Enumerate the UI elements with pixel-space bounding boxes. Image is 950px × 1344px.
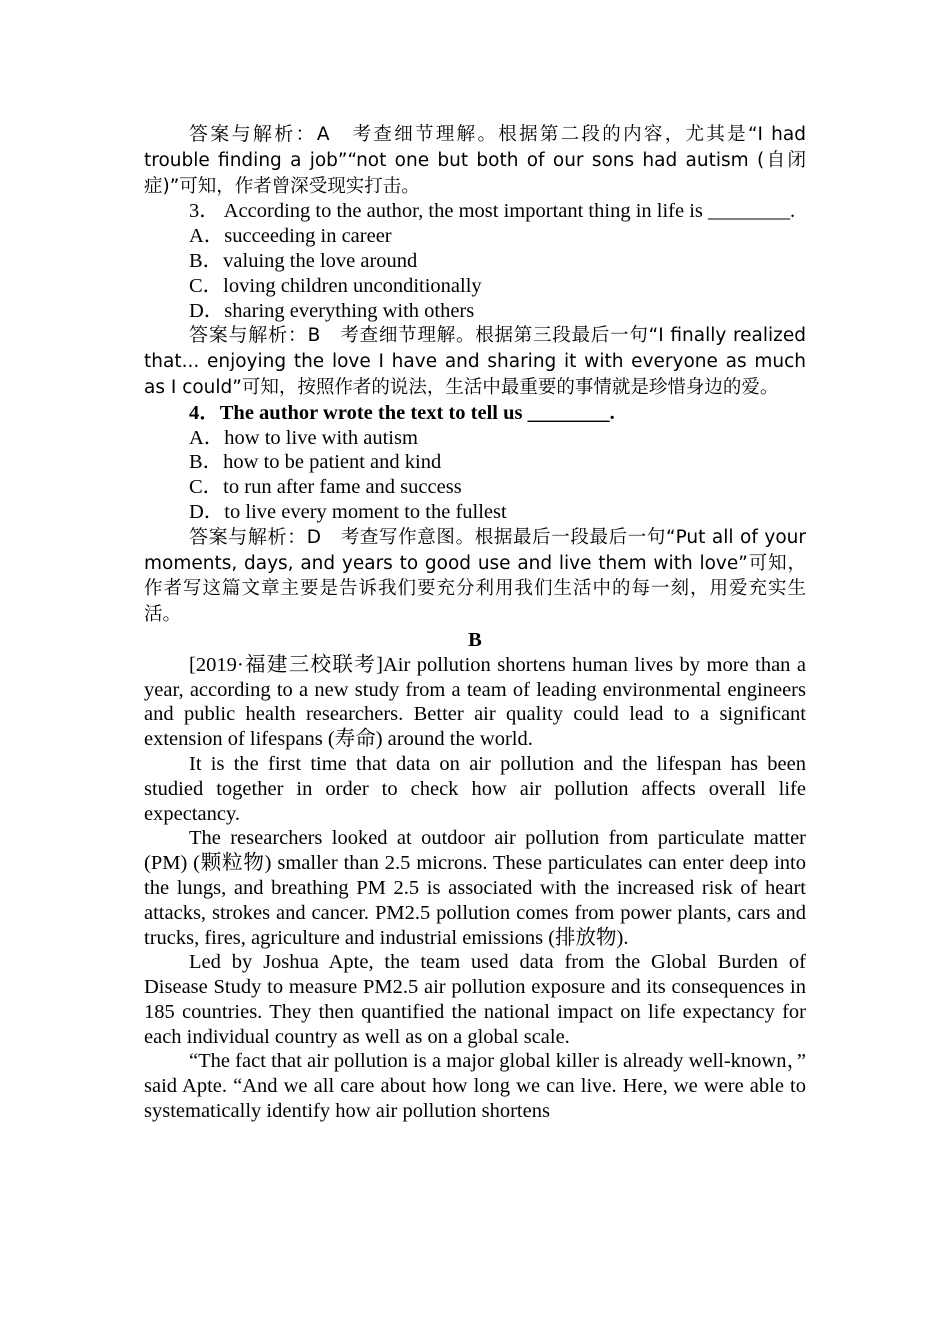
passage-paragraph: The researchers looked at outdoor air pollution from particulate matter (PM) (颗粒物) smaller than 2.5 microns. These particulates can enter deep into the lungs, and breathing PM 2.5 is associated with the increased risk of heart attacks, strokes and cancer. PM2.5 pollution comes from power plants, cars and trucks, fires, agriculture and industrial emissions (排放物).	[144, 827, 806, 949]
section-heading: B	[468, 628, 482, 651]
question-3-option-b: B．valuing the love around	[189, 249, 418, 272]
question-3-option-a: A．succeeding in career	[189, 225, 392, 248]
passage-paragraph: Led by Joshua Apte, the team used data from the Global Burden of Disease Study to measure PM2.5 air pollution exposure and its consequences in 185 countries. They then quantified the national impact on life expectancy for each individual country as well as on a global scale.	[144, 951, 806, 1048]
answer-explanation-q4	[144, 525, 806, 628]
passage-paragraph: [2019·福建三校联考]Air pollution shortens human lives by more than a year, according to a new study from a team of leading environmental engineers and public health researchers. Better air quality could lead to a significant extension of lifespans (寿命) around the world.	[144, 653, 806, 751]
question-4-option-d: D．to live every moment to the fullest	[189, 500, 507, 523]
answer-explanation-q3	[144, 323, 806, 400]
passage-paragraph: It is the first time that data on air pollution and the lifespan has been studied together in order to check how air pollution affects overall life expectancy.	[144, 752, 806, 825]
question-4-option-c: C．to run after fame and success	[189, 476, 462, 499]
question-4-option-a: A．how to live with autism	[189, 426, 418, 449]
question-4-stem: 4．The author wrote the text to tell us ________.	[189, 401, 615, 424]
answer-label: 答案与解析：	[189, 525, 307, 548]
passage-paragraph: “The fact that air pollution is a major global killer is already well-known，” said Apte. “And we all care about how long we can live. Here, we were able to systematically identify how air pollution shortens	[144, 1050, 806, 1123]
document-page	[144, 122, 806, 1124]
answer-explanation-q2	[144, 122, 806, 199]
question-3-option-d: D．sharing everything with others	[189, 299, 475, 322]
question-4-option-b: B．how to be patient and kind	[189, 451, 442, 474]
question-3-stem: 3． According to the author, the most important thing in life is ________.	[189, 200, 796, 223]
answer-label: 答案与解析：	[189, 324, 308, 347]
answer-text: A 考查细节理解。根据第二段的内容，尤其是“I had trouble finding a job”“not one but both of our sons had autism (自闭症)”可知，作者曾深受现实打击。	[144, 124, 806, 197]
answer-label: 答案与解析：	[189, 123, 317, 145]
answer-text: D 考查写作意图。根据最后一段最后一句“Put all of your moments, days, and years to good use and live them with love”可知，作者写这篇文章主要是告诉我们要充分利用我们生活中的每一刻，用爱充实生活。	[144, 526, 806, 626]
answer-text: B 考查细节理解。根据第三段最后一句“I finally realized that... enjoying the love I have and sharing it with everyone as much as I could”可知，按照作者的说法，生活中最重要的事情就是珍惜身边的爱。	[144, 325, 806, 398]
question-3-option-c: C．loving children unconditionally	[189, 274, 482, 297]
